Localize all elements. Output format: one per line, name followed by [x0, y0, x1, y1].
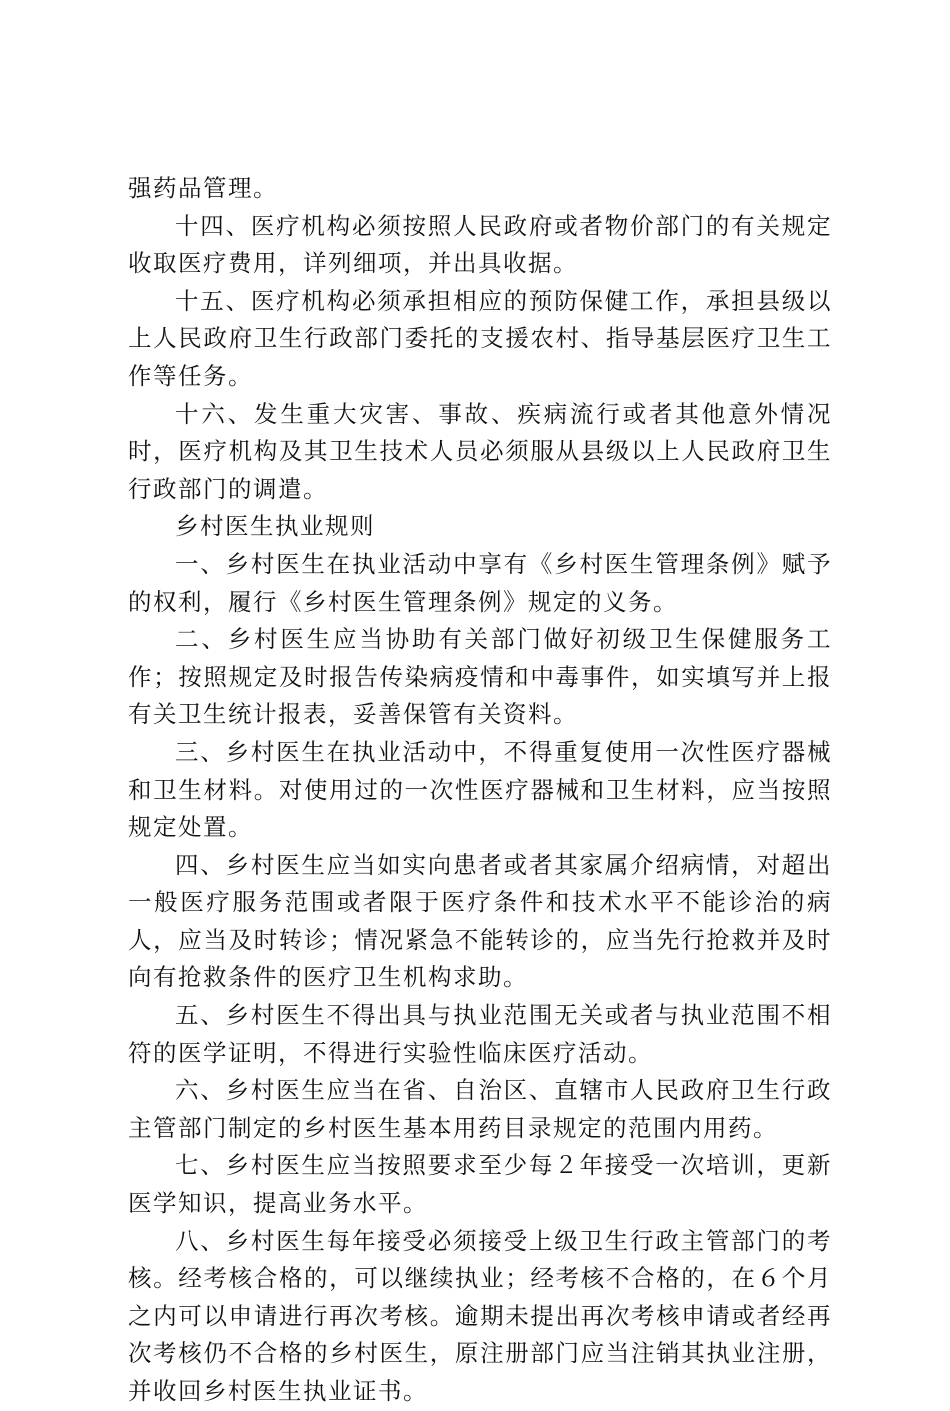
rule-1: 一、乡村医生在执业活动中享有《乡村医生管理条例》赋予的权利，履行《乡村医生管理条例》规定的义务。 — [128, 549, 832, 616]
section-heading: 乡村医生执业规则 — [175, 512, 375, 541]
rule-4: 四、乡村医生应当如实向患者或者其家属介绍病情，对超出一般医疗服务范围或者限于医疗条件和技术水平不能诊治的病人，应当及时转诊；情况紧急不能转诊的，应当先行抢救并及时向有抢救条件的医疗卫生机构求助。 — [128, 850, 832, 992]
rule-3: 三、乡村医生在执业活动中，不得重复使用一次性医疗器械和卫生材料。对使用过的一次性医疗器械和卫生材料，应当按照规定处置。 — [128, 737, 832, 842]
rule-6: 六、乡村医生应当在省、自治区、直辖市人民政府卫生行政主管部门制定的乡村医生基本用药目录规定的范围内用药。 — [128, 1076, 832, 1142]
document-page — [128, 170, 832, 1411]
paragraph-16: 十六、发生重大灾害、事故、疾病流行或者其他意外情况时，医疗机构及其卫生技术人员必须服从县级以上人民政府卫生行政部门的调遣。 — [128, 399, 832, 503]
paragraph-continuation: 强药品管理。 — [128, 174, 278, 202]
rule-5: 五、乡村医生不得出具与执业范围无关或者与执业范围不相符的医学证明，不得进行实验性临床医疗活动。 — [128, 1001, 832, 1067]
rule-7: 七、乡村医生应当按照要求至少每２年接受一次培训，更新医学知识，提高业务水平。 — [128, 1151, 832, 1218]
paragraph-15: 十五、医疗机构必须承担相应的预防保健工作，承担县级以上人民政府卫生行政部门委托的支援农村、指导基层医疗卫生工作等任务。 — [128, 286, 832, 390]
paragraph-14: 十四、医疗机构必须按照人民政府或者物价部门的有关规定收取医疗费用，详列细项，并出具收据。 — [128, 211, 832, 278]
rule-2: 二、乡村医生应当协助有关部门做好初级卫生保健服务工作；按照规定及时报告传染病疫情和中毒事件，如实填写并上报有关卫生统计报表，妥善保管有关资料。 — [128, 625, 832, 729]
rule-8: 八、乡村医生每年接受必须接受上级卫生行政主管部门的考核。经考核合格的，可以继续执业；经考核不合格的，在６个月之内可以申请进行再次考核。逾期未提出再次考核申请或者经再次考核仍不合格的乡村医生，原注册部门应当注销其执业注册，并收回乡村医生执业证书。 — [128, 1226, 832, 1405]
